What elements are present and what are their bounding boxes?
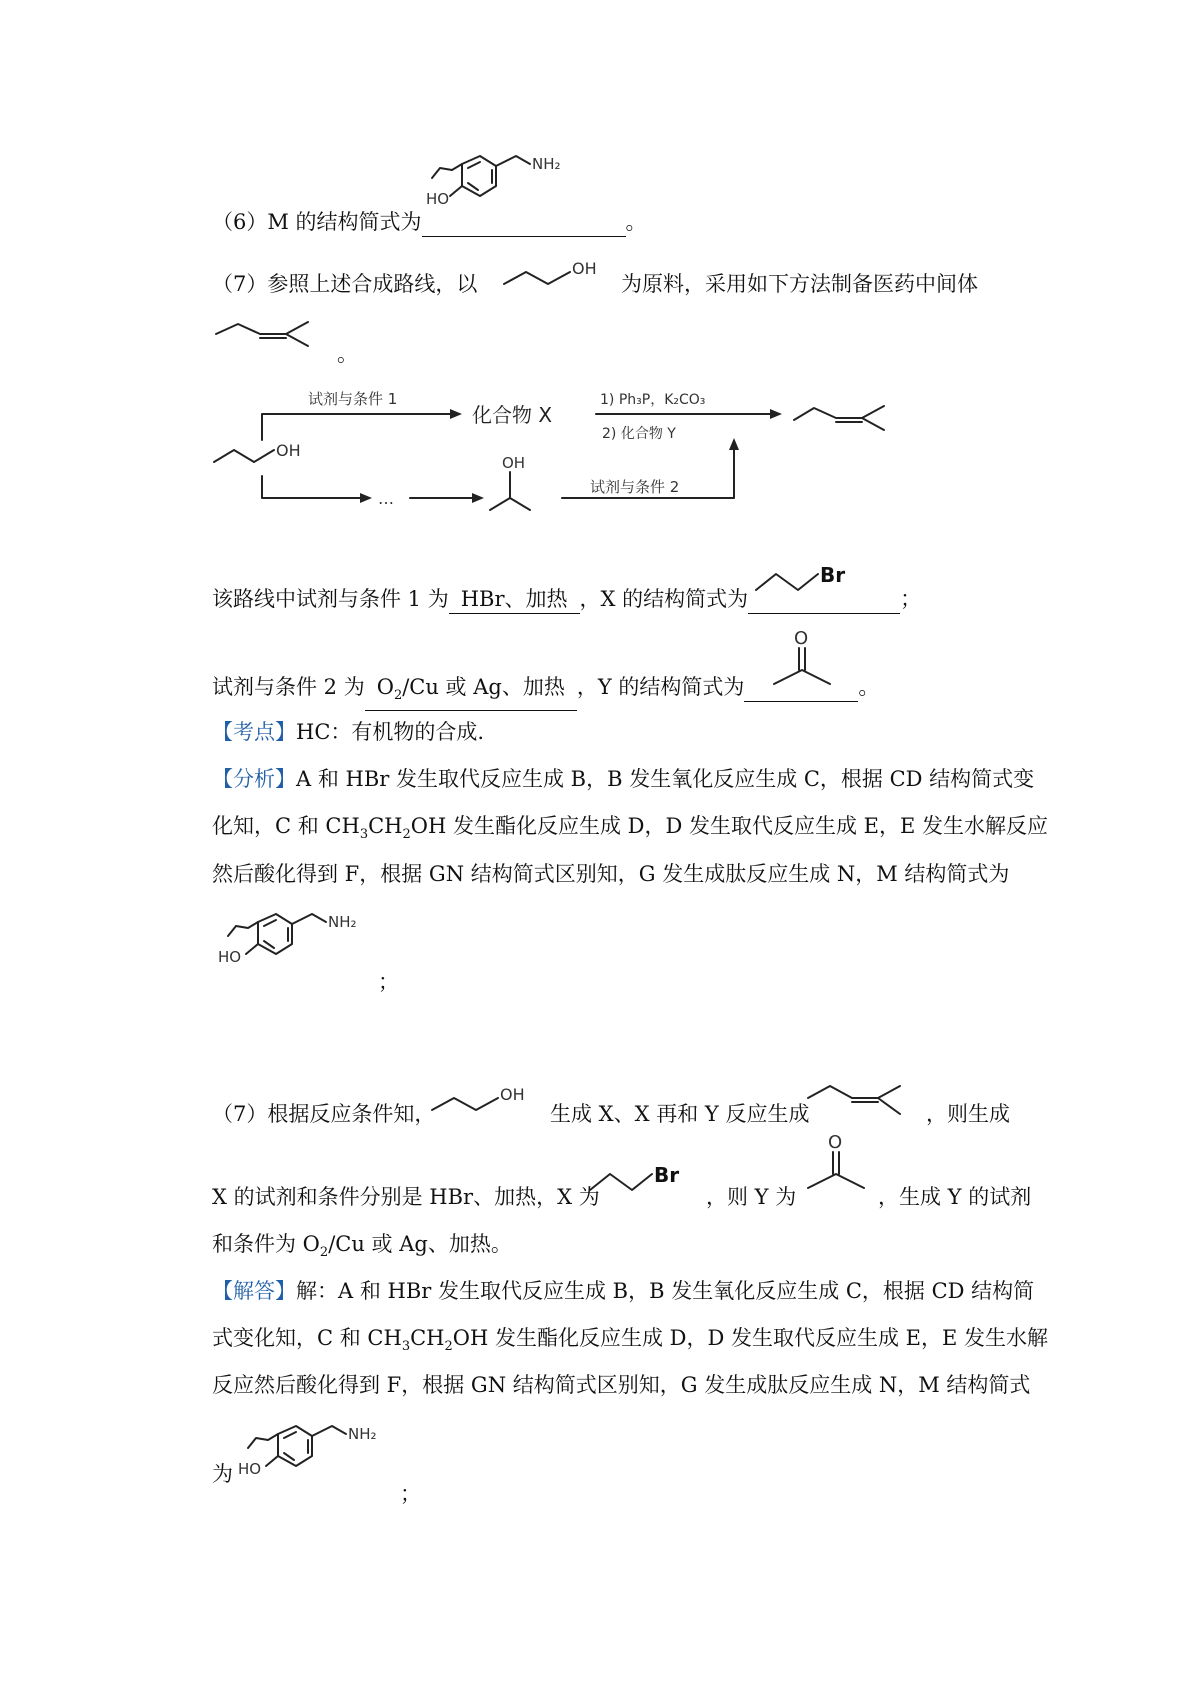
step2-label: 2) 化合物 Y [602,426,676,442]
fenxi-2c: OH 发生酯化反应生成 D，D 发生取代反应生成 E，E 发生水解反应 [410,814,1049,838]
fenxi-tag: 【分析】 [212,767,296,791]
dots-label: … [378,489,394,508]
jieda-2s1: 3 [401,1339,411,1355]
answer2-blank [365,673,577,711]
structure-m-jieda [236,1420,416,1500]
acetone-structure-p7b [800,1132,880,1202]
answer1-blank [449,585,580,614]
cond2-label: 试剂与条件 2 [590,478,680,496]
compound-x-label: 化合物 X [472,403,553,427]
fenxi-line2 [212,812,1048,849]
q7-line-b [621,270,978,298]
synthesis-scheme [210,380,930,550]
answer1-mid: ，X 的结构简式为 [579,587,749,611]
q7-line [212,270,477,298]
jieda-tag: 【解答】 [212,1279,296,1303]
answer2-prefix: 试剂与条件 2 为 [212,675,365,699]
jieda-3: 反应然后酸化得到 F，根据 GN 结构简式区别知，G 发生成肽反应生成 N，M 结构简式 [212,1373,1031,1397]
answer2-sub: 2 [393,688,403,704]
jieda-line2 [212,1324,1048,1361]
p7b-mid: 生成 X、X 再和 Y 反应生成 [550,1102,810,1126]
target-alkene-q7 [212,314,332,354]
propanol-structure-p7b [428,1078,548,1118]
fenxi-2b: CH [368,814,403,838]
p7b-line1-end [926,1100,1010,1128]
answer2-value-b: /Cu 或 Ag、加热 [402,675,565,699]
q7-mid: 为原料，采用如下方法制备医药中间体 [621,272,978,296]
p7b-line3 [212,1230,512,1267]
bromopropane-structure [752,560,882,600]
oh-label: OH [500,1085,525,1104]
p7b-end: ，则生成 [926,1102,1010,1126]
answer2-value-a: O [376,675,394,699]
fenxi-2a: 化知，C 和 CH [212,814,360,838]
jieda-semi-text: ； [400,1482,421,1506]
p7b-line1 [212,1100,435,1128]
jieda-4: 为 [212,1462,233,1486]
fenxi-3: 然后酸化得到 F，根据 GN 结构简式区别知，G 发生成肽反应生成 N，M 结构简式为 [212,862,1010,886]
fenxi-line1 [212,765,1034,793]
br-label: Br [820,563,846,587]
jieda-2s2: 2 [444,1339,453,1355]
p7b-3b: /Cu 或 Ag、加热。 [328,1232,512,1256]
o-label: O [828,1132,843,1153]
q6-prefix: （6）M 的结构简式为 [212,210,422,234]
p7b-3a: 和条件为 O [212,1232,320,1256]
q6-line [212,208,647,237]
jieda-2c: OH 发生酯化反应生成 D，D 发生取代反应生成 E，E 发生水解 [452,1326,1049,1350]
q7-end-text: 。 [337,342,358,366]
fenxi-2s2: 2 [402,827,411,843]
kaodian-tag: 【考点】 [212,720,296,744]
ho-label: HO [238,1460,262,1478]
nh2-label: NH₂ [348,1425,377,1443]
propanol-structure-q7 [500,254,620,294]
q6-blank [422,208,626,237]
br-label: Br [654,1163,680,1187]
cond1-label: 试剂与条件 1 [308,390,398,408]
ipa-oh-label: OH [502,454,526,472]
p7b-3s: 2 [319,1245,329,1261]
answer1-prefix: 该路线中试剂与条件 1 为 [212,587,449,611]
p7b-line2-b [706,1183,796,1211]
jieda-1: 解：A 和 HBr 发生取代反应生成 B，B 发生氧化反应生成 C，根据 CD 结构简 [296,1279,1035,1303]
bromopropane-structure-p7b [586,1158,706,1198]
p7b-2b: ，则 Y 为 [706,1185,797,1209]
acetone-structure [766,628,846,698]
nh2-label: NH₂ [328,913,357,931]
answer1-value: HBr、加热 [460,587,568,611]
p7b-2c: ，生成 Y 的试剂 [878,1185,1032,1209]
o-label: O [794,628,809,649]
answer2-mid: ，Y 的结构简式为 [576,675,745,699]
jieda-line3 [212,1371,1030,1399]
q7-prefix: （7）参照上述合成路线，以 [212,272,478,296]
jieda-2b: CH [410,1326,445,1350]
jieda-line4 [212,1460,233,1488]
kaodian-line [212,718,484,746]
kaodian-text: HC：有机物的合成. [296,720,485,744]
oh-label: OH [572,259,597,278]
fenxi-2s1: 3 [359,827,369,843]
jieda-line1 [212,1277,1034,1305]
ho-label: HO [218,948,242,966]
nh2-label: NH₂ [532,155,561,173]
answer1-end: ； [900,587,922,611]
fenxi-text1: A 和 HBr 发生取代反应生成 B，B 发生氧化反应生成 C，根据 CD 结构简式变 [296,767,1035,791]
fenxi-semi-text: ； [378,970,399,994]
jieda-semi [400,1480,421,1508]
fenxi-line3 [212,860,1009,888]
target-alkene-p7b [804,1080,924,1128]
p7b-line2-c [878,1183,1031,1211]
p7b-2a: X 的试剂和条件分别是 HBr、加热，X 为 [212,1185,600,1209]
step1-label: 1) Ph₃P，K₂CO₃ [600,392,706,408]
structure-m-fenxi [216,908,396,988]
q6-suffix: 。 [625,210,647,234]
fenxi-semi [378,968,399,996]
answer2-end: 。 [858,675,880,699]
q7-end [337,340,358,368]
ho-label: HO [426,190,450,208]
p7b-prefix: （7）根据反应条件知， [212,1102,436,1126]
jieda-2a: 式变化知，C 和 CH [212,1326,402,1350]
p7b-line1-mid [550,1100,809,1128]
start-oh-label: OH [276,441,301,460]
p7b-line2 [212,1183,600,1211]
